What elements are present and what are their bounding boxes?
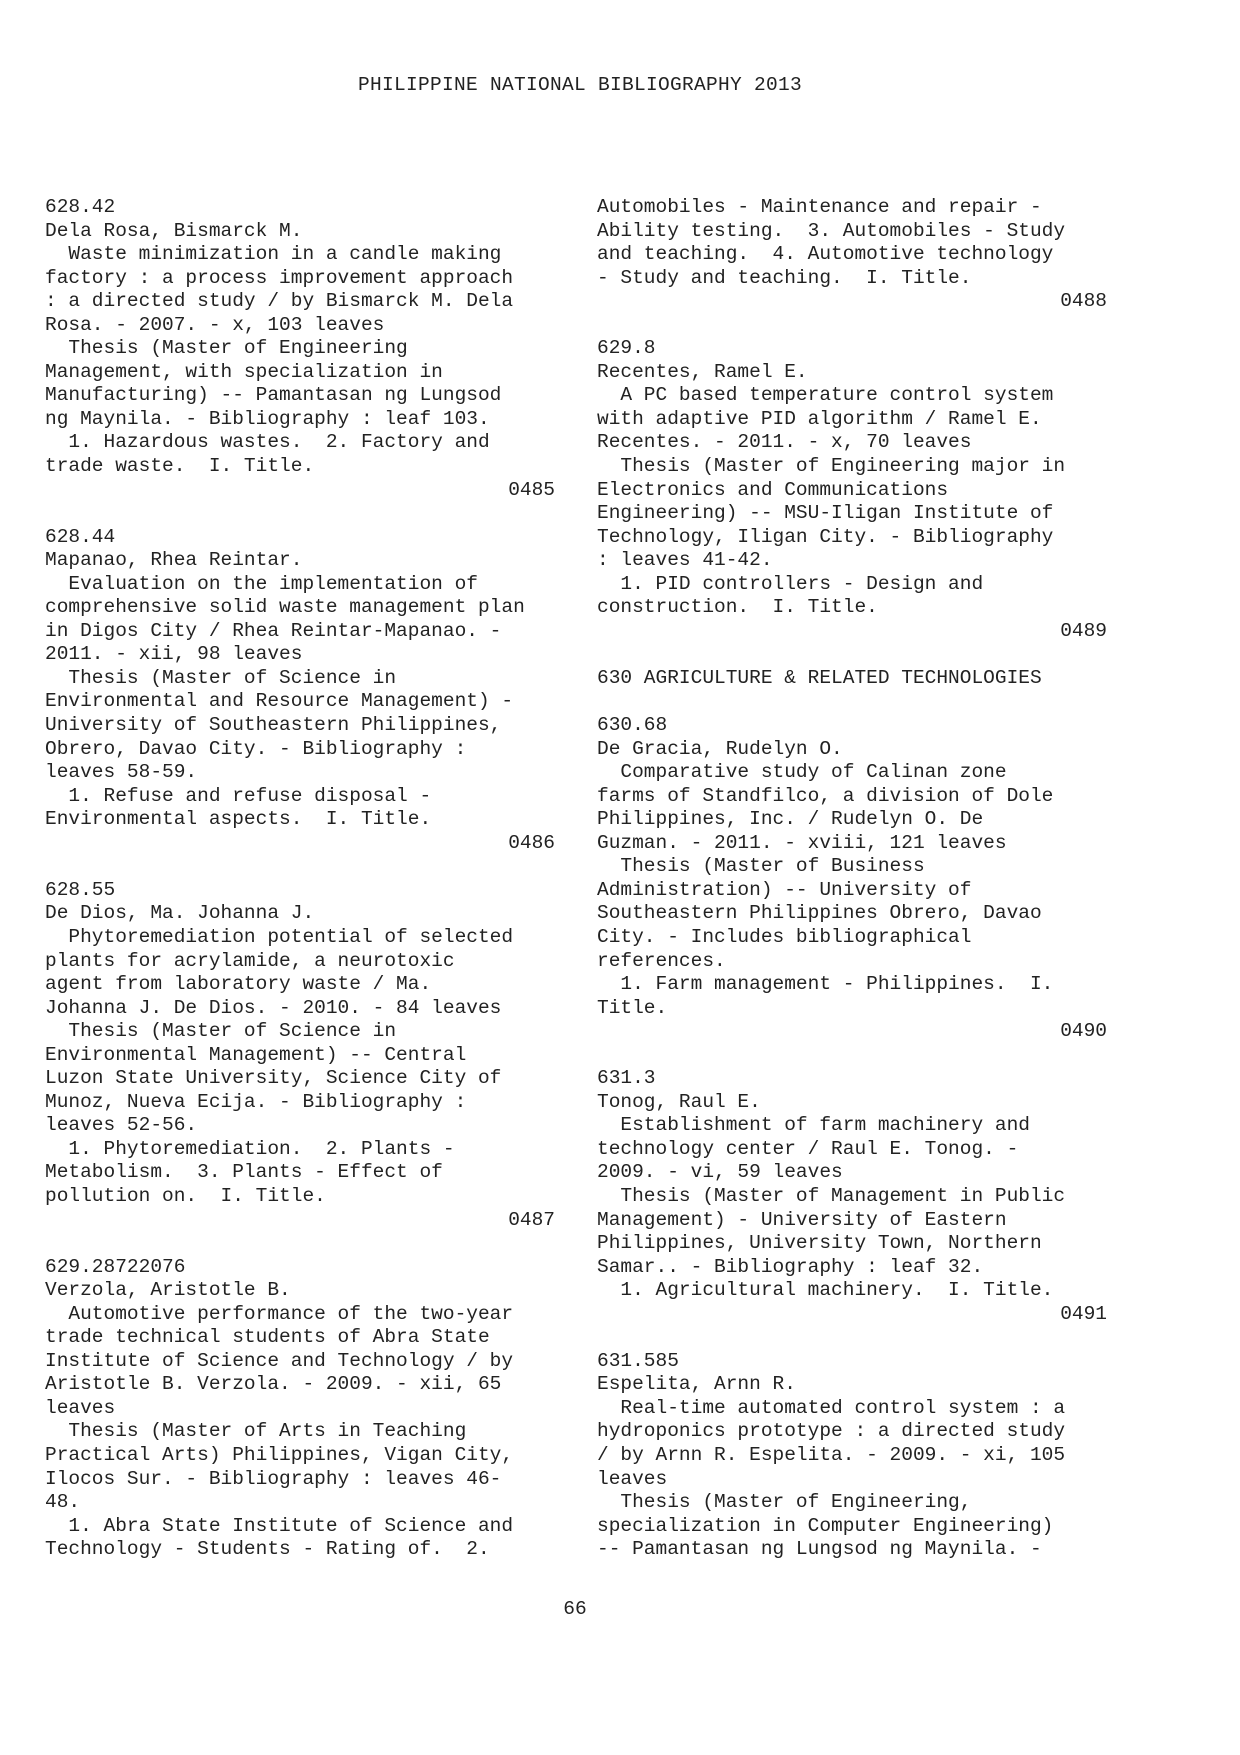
blank-line	[597, 690, 1107, 714]
text-line: - Study and teaching. I. Title.	[597, 266, 972, 289]
text-line: Thesis (Master of Engineering	[45, 337, 408, 360]
blank-line	[597, 1326, 1107, 1350]
text-line: leaves 58-59.	[45, 761, 198, 784]
text-line: 631.3	[597, 1067, 656, 1090]
text-line: 629.8	[597, 337, 656, 360]
text-line: construction. I. Title.	[597, 596, 878, 619]
blank-line	[597, 1044, 1107, 1068]
blank-line	[45, 1232, 555, 1256]
text-line: Recentes, Ramel E.	[597, 360, 808, 383]
text-line: Automobiles - Maintenance and repair -	[597, 196, 1042, 218]
text-line: A PC based temperature control system	[597, 384, 1054, 407]
text-line: University of Southeastern Philippines,	[45, 714, 502, 737]
text-line: Environmental Management) -- Central	[45, 1043, 467, 1066]
text-line: Guzman. - 2011. - xviii, 121 leaves	[597, 831, 1007, 854]
text-line: City. - Includes bibliographical	[597, 925, 972, 948]
text-line: Johanna J. De Dios. - 2010. - 84 leaves	[45, 996, 502, 1019]
text-line: Establishment of farm machinery and	[597, 1114, 1030, 1137]
blank-line	[597, 643, 1107, 667]
text-line: 1. Hazardous wastes. 2. Factory and	[45, 431, 490, 454]
text-line: Technology, Iligan City. - Bibliography	[597, 525, 1054, 548]
text-line: 1. Farm management - Philippines. I.	[597, 973, 1054, 996]
text-line: Comparative study of Calinan zone	[597, 761, 1007, 784]
text-line: Tonog, Raul E.	[597, 1090, 761, 1113]
text-line: Dela Rosa, Bismarck M.	[45, 219, 303, 242]
text-line: 48.	[45, 1491, 81, 1514]
text-line: 1. Phytoremediation. 2. Plants -	[45, 1137, 455, 1160]
text-line: 2009. - vi, 59 leaves	[597, 1161, 843, 1184]
text-line: 628.44	[45, 525, 116, 548]
text-line: leaves 52-56.	[45, 1114, 198, 1137]
text-line: plants for acrylamide, a neurotoxic	[45, 949, 455, 972]
text-line: Aristotle B. Verzola. - 2009. - xii, 65	[45, 1373, 502, 1396]
text-line: Metabolism. 3. Plants - Effect of	[45, 1161, 443, 1184]
text-line: Management, with specialization in	[45, 360, 443, 383]
text-line: Recentes. - 2011. - x, 70 leaves	[597, 431, 972, 454]
text-line: leaves	[45, 1396, 116, 1419]
text-line: Electronics and Communications	[597, 478, 949, 501]
text-line: Thesis (Master of Business	[597, 855, 925, 878]
text-line: in Digos City / Rhea Reintar-Mapanao. -	[45, 619, 502, 642]
text-line: hydroponics prototype : a directed study	[597, 1420, 1066, 1443]
text-line: 1. Agricultural machinery. I. Title.	[597, 1279, 1054, 1302]
text-line: agent from laboratory waste / Ma.	[45, 973, 432, 996]
entry-number: 0488	[1060, 290, 1107, 313]
text-line: Mapanao, Rhea Reintar.	[45, 549, 303, 572]
text-line: and teaching. 4. Automotive technology	[597, 243, 1054, 266]
text-line: -- Pamantasan ng Lungsod ng Maynila. -	[597, 1538, 1042, 1561]
entry-number: 0489	[1060, 619, 1107, 642]
text-line: Luzon State University, Science City of	[45, 1067, 502, 1090]
text-line: 2011. - xii, 98 leaves	[45, 643, 303, 666]
text-line: pollution on. I. Title.	[45, 1184, 326, 1207]
text-line: Phytoremediation potential of selected	[45, 925, 514, 948]
text-line: Thesis (Master of Management in Public	[597, 1184, 1066, 1207]
text-line: Practical Arts) Philippines, Vigan City,	[45, 1443, 514, 1466]
text-line: : leaves 41-42.	[597, 549, 773, 572]
text-line: Samar.. - Bibliography : leaf 32.	[597, 1255, 984, 1278]
right-column	[597, 196, 1107, 1562]
text-line: Automotive performance of the two-year	[45, 1302, 514, 1325]
text-line: ng Maynila. - Bibliography : leaf 103.	[45, 407, 490, 430]
text-line: Thesis (Master of Engineering major in	[597, 455, 1066, 478]
text-line: Ilocos Sur. - Bibliography : leaves 46-	[45, 1467, 502, 1490]
text-line: Thesis (Master of Engineering,	[597, 1491, 972, 1514]
text-line: Ability testing. 3. Automobiles - Study	[597, 219, 1066, 242]
text-line: specialization in Computer Engineering)	[597, 1514, 1054, 1537]
text-line: factory : a process improvement approach	[45, 266, 514, 289]
text-line: 628.55	[45, 878, 116, 901]
text-line: leaves	[597, 1467, 668, 1490]
text-line: Title.	[597, 996, 668, 1019]
text-line: Environmental aspects. I. Title.	[45, 808, 432, 831]
blank-line	[45, 502, 555, 526]
text-line: De Dios, Ma. Johanna J.	[45, 902, 315, 925]
text-line: Thesis (Master of Arts in Teaching	[45, 1420, 467, 1443]
text-line: Real-time automated control system : a	[597, 1396, 1066, 1419]
text-line: Verzola, Aristotle B.	[45, 1279, 291, 1302]
entry-number: 0487	[508, 1208, 555, 1231]
text-line: 630 AGRICULTURE & RELATED TECHNOLOGIES	[597, 666, 1042, 689]
text-line: with adaptive PID algorithm / Ramel E.	[597, 407, 1042, 430]
text-line: Southeastern Philippines Obrero, Davao	[597, 902, 1042, 925]
text-line: references.	[597, 949, 726, 972]
page-header: PHILIPPINE NATIONAL BIBLIOGRAPHY 2013	[357, 74, 803, 96]
text-line: 1. Abra State Institute of Science and	[45, 1514, 514, 1537]
text-line: Institute of Science and Technology / by	[45, 1349, 514, 1372]
text-line: comprehensive solid waste management plan	[45, 596, 525, 619]
text-line: 628.42	[45, 196, 116, 218]
text-line: farms of Standfilco, a division of Dole	[597, 784, 1054, 807]
text-line: technology center / Raul E. Tonog. -	[597, 1137, 1019, 1160]
text-line: Technology - Students - Rating of. 2.	[45, 1538, 490, 1561]
text-line: De Gracia, Rudelyn O.	[597, 737, 843, 760]
entry-number: 0486	[508, 831, 555, 854]
text-line: trade waste. I. Title.	[45, 455, 315, 478]
text-line: Evaluation on the implementation of	[45, 572, 478, 595]
text-line: trade technical students of Abra State	[45, 1326, 490, 1349]
page-number: 66	[563, 1598, 587, 1620]
left-column	[45, 196, 555, 1562]
text-line: Rosa. - 2007. - x, 103 leaves	[45, 313, 385, 336]
blank-line	[597, 314, 1107, 338]
text-line: 630.68	[597, 714, 668, 737]
blank-line	[45, 855, 555, 879]
text-line: Espelita, Arnn R.	[597, 1373, 796, 1396]
text-line: Philippines, Inc. / Rudelyn O. De	[597, 808, 984, 831]
entry-number: 0490	[1060, 1020, 1107, 1043]
text-line: / by Arnn R. Espelita. - 2009. - xi, 105	[597, 1443, 1066, 1466]
text-line: Manufacturing) -- Pamantasan ng Lungsod	[45, 384, 502, 407]
text-line: 1. PID controllers - Design and	[597, 572, 984, 595]
entry-number: 0485	[508, 478, 555, 501]
text-line: Environmental and Resource Management) -	[45, 690, 514, 713]
text-line: Thesis (Master of Science in	[45, 1020, 397, 1043]
text-line: Thesis (Master of Science in	[45, 666, 397, 689]
entry-number: 0491	[1060, 1302, 1107, 1325]
text-line: Management) - University of Eastern	[597, 1208, 1007, 1231]
text-line: : a directed study / by Bismarck M. Dela	[45, 290, 514, 313]
text-line: Engineering) -- MSU-Iligan Institute of	[597, 502, 1054, 525]
text-line: Philippines, University Town, Northern	[597, 1232, 1042, 1255]
text-line: Waste minimization in a candle making	[45, 243, 502, 266]
text-line: 631.585	[597, 1349, 679, 1372]
text-line: Munoz, Nueva Ecija. - Bibliography :	[45, 1090, 467, 1113]
text-line: Administration) -- University of	[597, 878, 972, 901]
text-line: Obrero, Davao City. - Bibliography :	[45, 737, 467, 760]
text-line: 1. Refuse and refuse disposal -	[45, 784, 432, 807]
text-line: 629.28722076	[45, 1255, 186, 1278]
